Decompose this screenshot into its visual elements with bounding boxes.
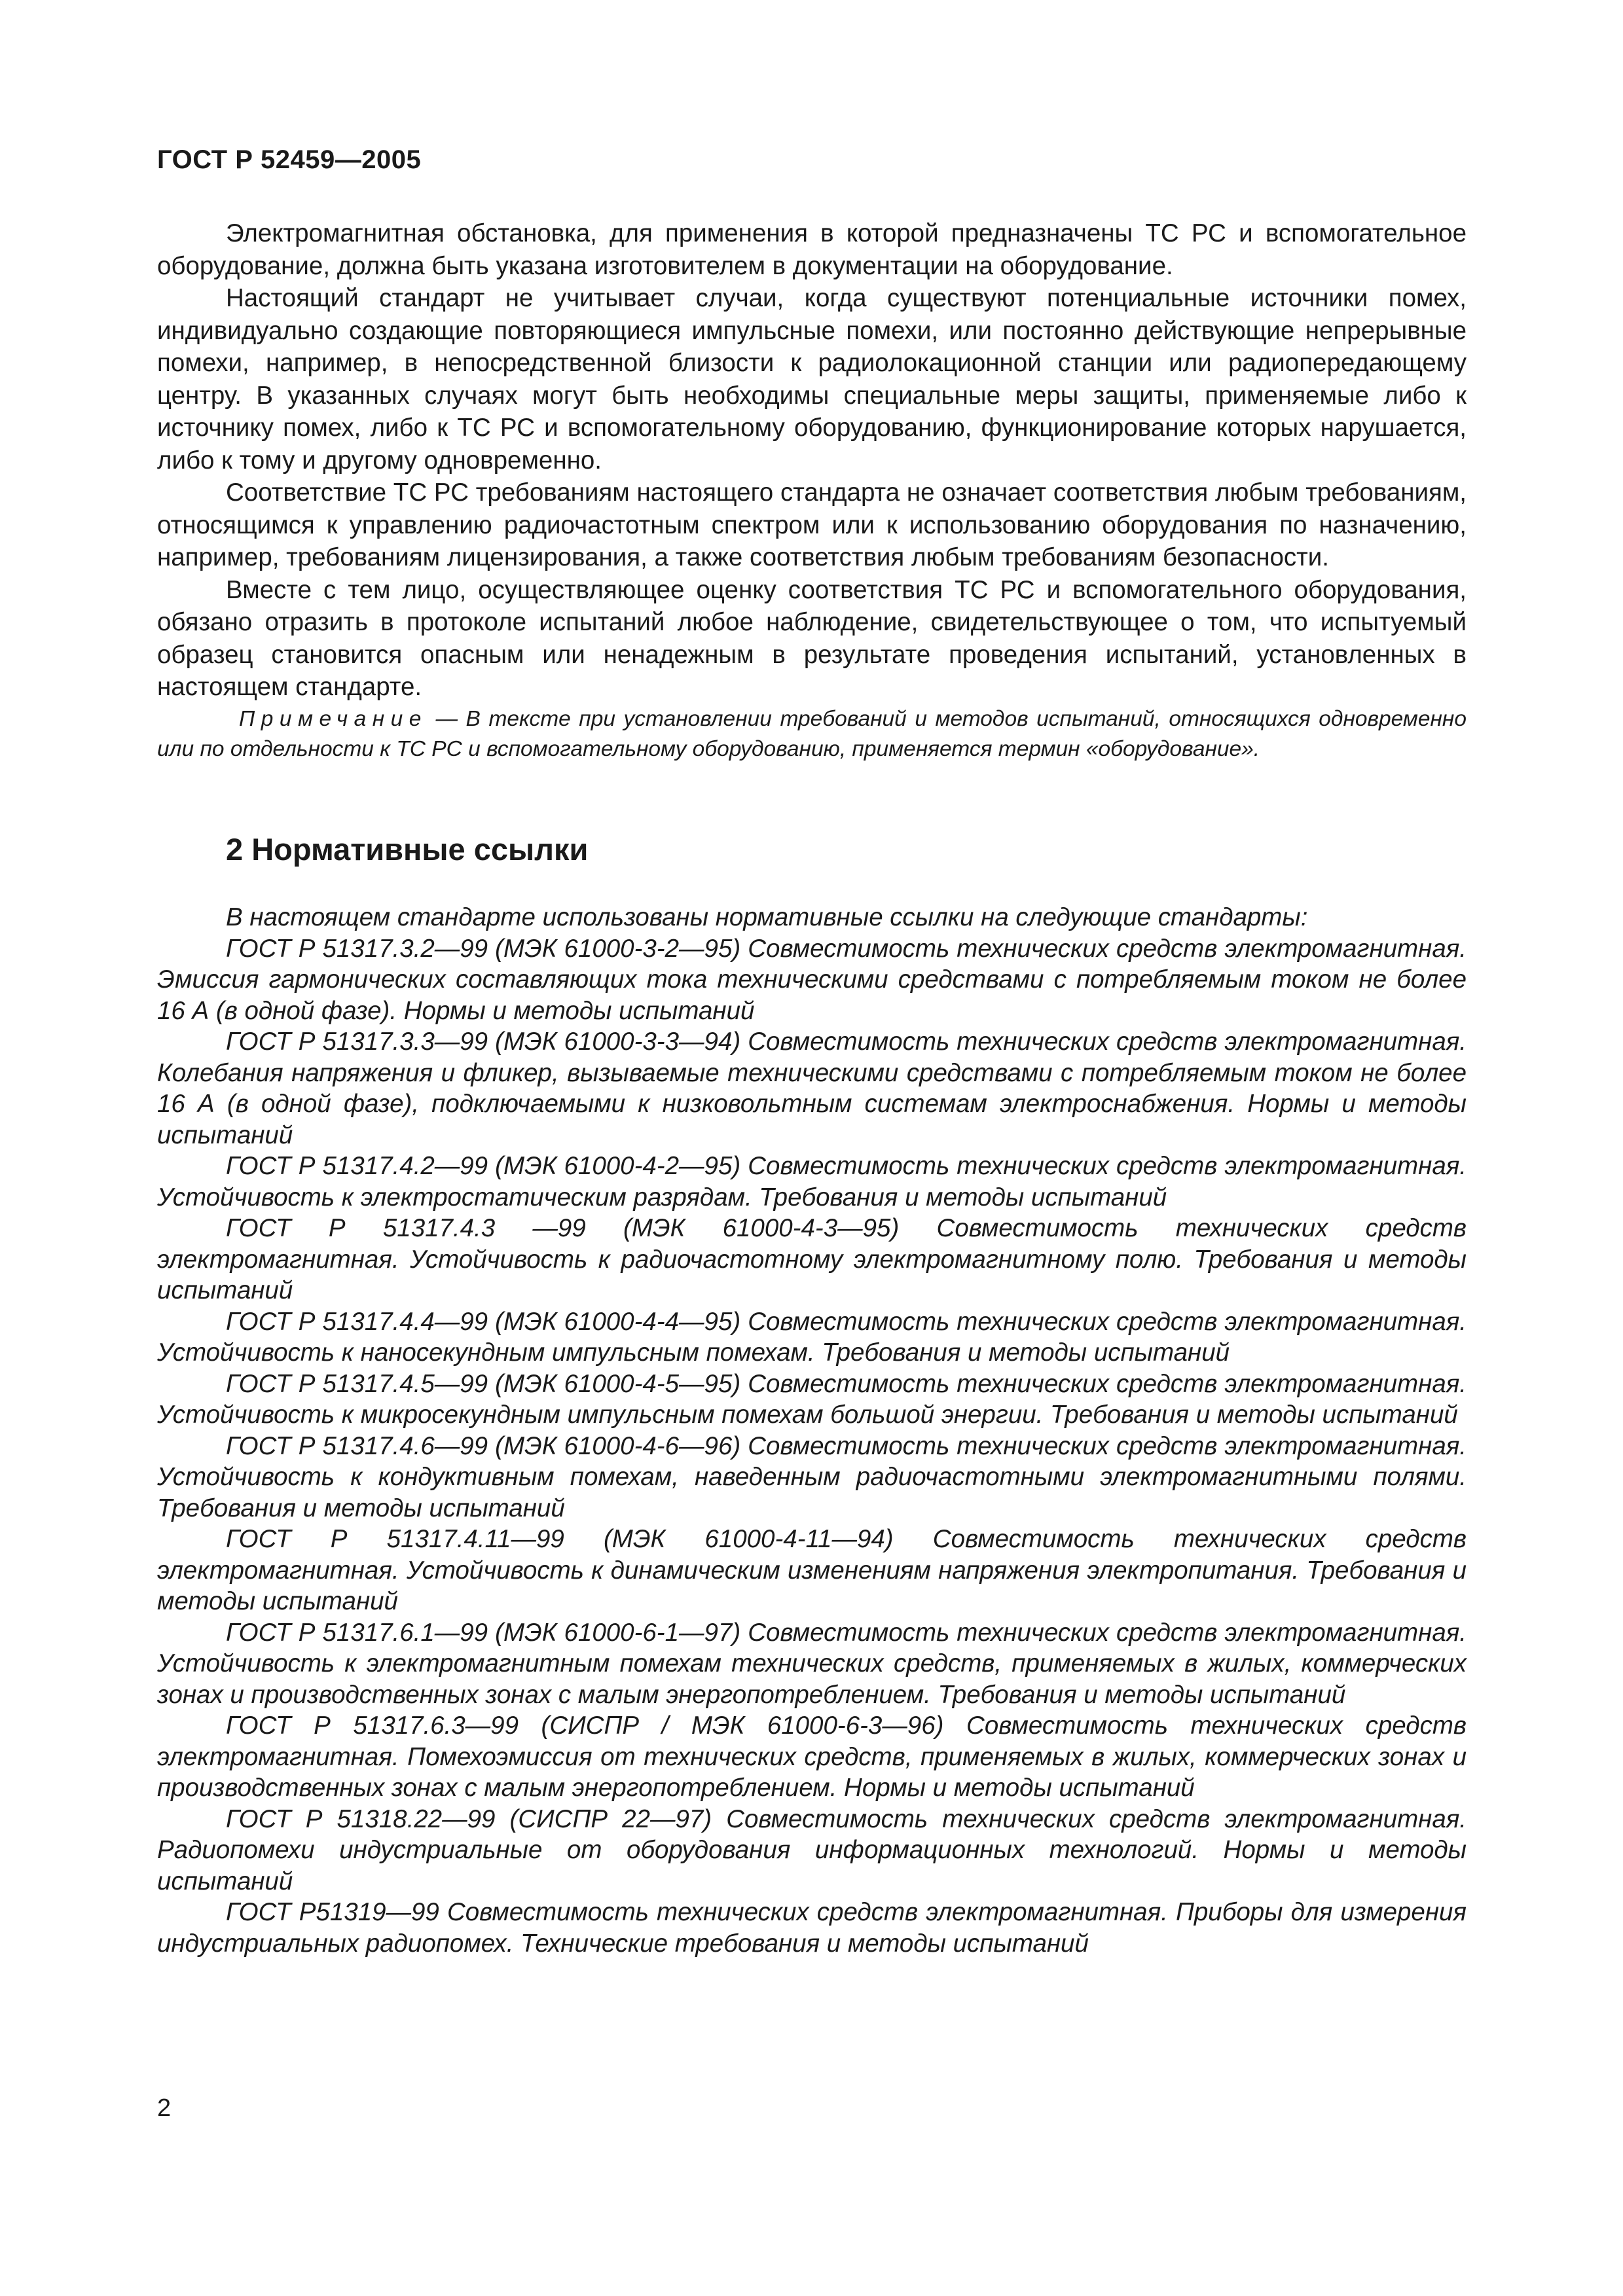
intro-paragraph: Электромагнитная обстановка, для применения в которой предназначены ТС РС и вспомогательное оборудование, должна быть указана изготовителем в документации на оборудование. [157,219,1467,280]
reference-item: ГОСТ Р 51317.4.4—99 (МЭК 61000-4-4—95) Совместимость технических средств электромагнитная. Устойчивость к наносекундным импульсным помехам. Требования и методы испытаний [157,1307,1467,1367]
reference-item: ГОСТ Р 51317.4.3 —99 (МЭК 61000-4-3—95) Совместимость технических средств электромагнитная. Устойчивость к радиочастотному электромагнитному полю. Требования и методы испытаний [157,1214,1467,1304]
reference-item: ГОСТ Р51319—99 Совместимость технических средств электромагнитная. Приборы для измерения индустриальных радиопомех. Технические требования и методы испытаний [157,1898,1467,1958]
intro-text [157,217,1467,704]
intro-paragraph: Вместе с тем лицо, осуществляющее оценку соответствия ТС РС и вспомогательного оборудования, обязано отразить в протоколе испытаний любое наблюдение, свидетельствующее о том, что испытуемый образец становится опасным или ненадежным в результате проведения испытаний, установленных в настоящем стандарте. [157,575,1467,701]
reference-item: ГОСТ Р 51317.4.5—99 (МЭК 61000-4-5—95) Совместимость технических средств электромагнитная. Устойчивость к микросекундным импульсным помехам большой энергии. Требования и методы испытаний [157,1369,1467,1429]
reference-item: ГОСТ Р 51317.3.3—99 (МЭК 61000-3-3—94) Совместимость технических средств электромагнитная. Колебания напряжения и фликер, вызываемые техническими средствами с потребляемым током не более 16 А (в одной фазе), подключаемыми к низковольтным системам электроснабжения. Нормы и методы испытаний [157,1028,1467,1149]
intro-paragraph: Соответствие ТС РС требованиям настоящего стандарта не означает соответствия любым требованиям, относящимся к управлению радиочастотным спектром или к использованию оборудования по назначению, например, требованиям лицензирования, а также соответствия любым требованиям безопасности. [157,478,1467,571]
reference-item: ГОСТ Р 51317.6.3—99 (СИСПР / МЭК 61000-6-3—96) Совместимость технических средств электромагнитная. Помехоэмиссия от технических средств, применяемых в жилых, коммерческих зонах и производственных зонах с малым энергопотреблением. Нормы и методы испытаний [157,1712,1467,1802]
intro-paragraph: Настоящий стандарт не учитывает случаи, когда существуют потенциальные источники помех, индивидуально создающие повторяющиеся импульсные помехи, или постоянно действующие непрерывные помехи, например, в непосредственной близости к радиолокационной станции или радиопередающему центру. В указанных случаях могут быть необходимы специальные меры защиты, применяемые либо к источнику помех, либо к ТС РС и вспомогательному оборудованию, функционирование которых нарушается, либо к тому и другому одновременно. [157,284,1467,475]
references-intro: В настоящем стандарте использованы нормативные ссылки на следующие стандарты: [226,903,1308,931]
reference-item: ГОСТ Р 51317.3.2—99 (МЭК 61000-3-2—95) Совместимость технических средств электромагнитная. Эмиссия гармонических составляющих тока техническими средствами с потребляемым током не более 16 А (в одной фазе). Нормы и методы испытаний [157,934,1467,1025]
page-number: 2 [157,2094,172,2122]
note-text: — В тексте при установлении требований и методов испытаний, относящихся одновременно или по отдельности к ТС РС и вспомогательному оборудованию, применяется термин «оборудование». [157,707,1467,761]
reference-item: ГОСТ Р 51317.4.2—99 (МЭК 61000-4-2—95) Совместимость технических средств электромагнитная. Устойчивость к электростатическим разрядам. Требования и методы испытаний [157,1152,1467,1211]
reference-item: ГОСТ Р 51317.6.1—99 (МЭК 61000-6-1—97) Совместимость технических средств электромагнитная. Устойчивость к электромагнитным помехам технических средств, применяемых в жилых, коммерческих зонах и производственных зонах с малым энергопотреблением. Требования и методы испытаний [157,1618,1467,1709]
section-title: 2 Нормативные ссылки [226,832,589,867]
note-label: Примечание [239,707,428,731]
note-block [157,704,1467,764]
document-code-header: ГОСТ Р 52459—2005 [157,145,422,174]
reference-item: ГОСТ Р 51318.22—99 (СИСПР 22—97) Совместимость технических средств электромагнитная. Радиопомехи индустриальные от оборудования информационных технологий. Нормы и методы испытаний [157,1804,1467,1895]
normative-references-list [157,902,1467,1959]
reference-item: ГОСТ Р 51317.4.6—99 (МЭК 61000-4-6—96) Совместимость технических средств электромагнитная. Устойчивость к кондуктивным помехам, наведенным радиочастотными электромагнитными полями. Требования и методы испытаний [157,1431,1467,1522]
reference-item: ГОСТ Р 51317.4.11—99 (МЭК 61000-4-11—94) Совместимость технических средств электромагнитная. Устойчивость к динамическим изменениям напряжения электропитания. Требования и методы испытаний [157,1525,1467,1615]
